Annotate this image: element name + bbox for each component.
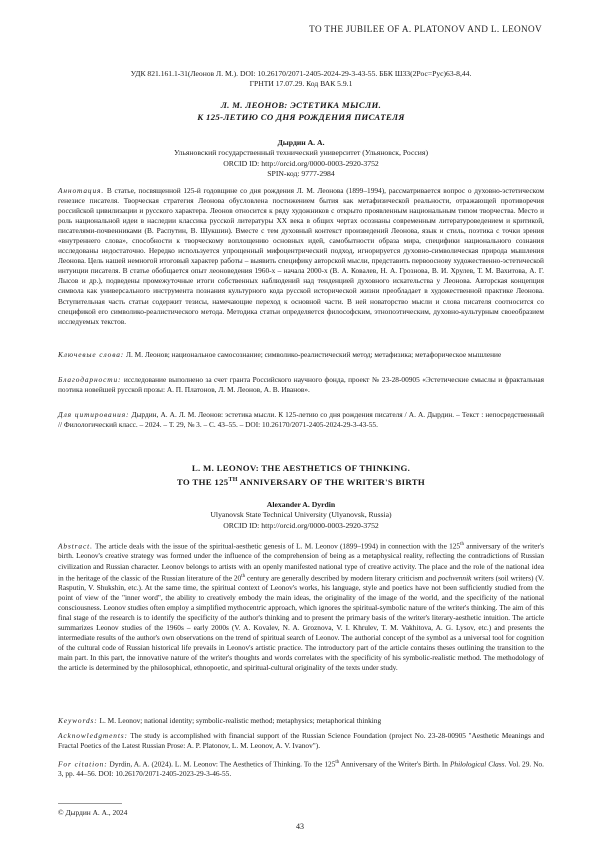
udc-line-1: УДК 821.161.1-31(Леонов Л. М.). DOI: 10.26170/2071-2405-2024-29-3-43-55. ББК Ш33(2Рос=Рус)63-8,44. [130, 69, 472, 78]
abstract-en-text-d: writers (soil writers) (V. Rasputin, V. Shukshin, etc.). At the same time, the spiritual context of Leonov's works, his language, style and poetics have not been sufficiently studied from the point of view of the "inner word", the ability to creatively embody the main ideas, the originality of the image of the world, and the specificity of the national consciousness. Leonov studies often employ a simplified mythocentric approach, which ignores the spiritual-symbolic nature of the writer's thinking. The aim of this final stage of the research is to identify the specificity of the author's thinking and to present the primary basis of the writer's literary-aesthetic intuition. The article summarizes Leonov studies of the 1960s – early 2000s (V. A. Kovalev, N. A. Groznova, V. I. Khrulev, T. M. Vakhitova, A. G. Lysov, etc.) and presents the intermediate results of the author's own observations on the trend of spiritual search of Leonov. The authorial concept of the symbol as a universal tool for cognition of the cultural code of Russian historical life prevails in Leonov's artistic practice. The introductory part of the article contains theses outlining the transition to the main part. In this part, the innovative nature of the writer's thoughts and words correlates with the specificity of his symbolic-realistic method. The methodology of the article is determined by the philosophical, ethnopoetic, and spiritual-cultural originality of the texts under study. [58, 573, 544, 673]
author-orcid-ru: ORCID ID: http://orcid.org/0000-0003-2920-3752 [223, 158, 379, 168]
abstract-en-text-a: The article deals with the issue of the spiritual-aesthetic genesis of L. M. Leonov (1899–1994) in connection with the 125 [94, 541, 461, 551]
keywords-ru-text: Л. М. Леонов; национальное самосознание; символико-реалистический метод; метафизика; метафорическое мышление [126, 350, 502, 359]
author-affiliation-en: Ulyanovsk State Technical University (Ulyanovsk, Russia) [210, 510, 392, 520]
ack-en-label: Acknowledgments: [58, 731, 128, 740]
abstract-en [58, 540, 544, 673]
citation-en [58, 758, 544, 780]
udc-classification [58, 69, 544, 90]
keywords-en-text: L. M. Leonov; national identity; symbolic-realistic method; metaphysics; metaphorical thinking [99, 716, 382, 725]
citation-en-sup: th [335, 760, 340, 765]
running-head: TO THE JUBILEE OF A. PLATONOV AND L. LEONOV [309, 24, 542, 34]
keywords-en [58, 716, 544, 726]
title-ru-line-1: Л. М. ЛЕОНОВ: ЭСТЕТИКА МЫСЛИ. [220, 100, 382, 110]
abstract-en-sup-b: th [241, 573, 246, 579]
title-ru-line-2: К 125-ЛЕТИЮ СО ДНЯ РОЖДЕНИЯ ПИСАТЕЛЯ [197, 111, 405, 122]
citation-ru-text: Дырдин, А. А. Л. М. Леонов: эстетика мысли. К 125-летию со дня рождения писателя / А. А. Дырдин. – Текст : непосредственный // Филологический класс. – 2024. – Т. 29, № 3. – С. 43–55. – DOI: 10.26170/2071-2405-2024-29-3-43-55. [58, 410, 545, 430]
title-en-line-2: TO THE 125TH ANNIVERSARY OF THE WRITER'S BIRTH [176, 476, 426, 487]
keywords-ru [58, 350, 544, 360]
abstract-en-italic: pochvennik [437, 573, 472, 583]
author-name-en: Alexander A. Dyrdin [266, 500, 336, 509]
ack-ru-label: Благодарности: [58, 375, 122, 384]
citation-en-journal: Philological Class [449, 759, 505, 769]
citation-en-text-c: . Vol. 29. No. 3, pp. 44–56. DOI: 10.26170/2071-2405-2023-29-3-46-55. [58, 759, 545, 779]
abstract-en-text-b: anniversary of the writer's birth. Leonov's creative strategy was formed under the influence of the comprehension of being as a metaphysical reality, reflecting the contradictions of Russian civilization and Russian character. Leonov belongs to artists with an openly manifested national type of creative activity. The place and the role of the national idea in the heritage of the classic of the Russian literature of the 20 [58, 541, 544, 583]
author-block-ru [58, 138, 544, 180]
page-number: 43 [296, 822, 304, 831]
citation-en-text-a: Dyrdin, A. A. (2024). L. M. Leonov: The Aesthetics of Thinking. To the 125 [109, 759, 336, 769]
keywords-ru-label: Ключевые слова: [58, 350, 125, 359]
abstract-en-label: Abstract. [58, 541, 93, 551]
title-en-line-1: L. M. LEONOV: THE AESTHETICS OF THINKING. [191, 463, 411, 473]
abstract-ru-text: В статье, посвященной 125-й годовщине со дня рождения Л. М. Леонова (1899–1994), рассматривается вопрос о духовно-эстетическом генезисе писателя. Творческая стратегия Леонова обусловлена постижением бытия как метафизической реальности, отражающей противоречия российской цивилизации и русского характера. Леонов относится к ряду художников с открыто проявленным национальным типом творчества. Место и роль национальной идеи в наследии классика русской литературы XX века в общих чертах осознаны современным литературоведением и критикой, писателями-почвенниками (В. Распутин, В. Шукшин). Вместе с тем духовный контекст произведений Леонова, язык и стиль, поэтика с точки зрения «внутреннего слова», способности к творческому воплощению основных идей, самобытности образа мира, специфики национального сознания исследованы недостаточно. Нередко используется упрощенный мифоцентрический подход, игнорируется духовно-символическая природа мышления Леонова. Цель нашей немногой итоговый характер работы – выявить специфику авторской мысли, представить первооснову художественно-эстетической интуиции писателя. В статье обобщается опыт леоноведения 1960-х – начала 2000-х (В. А. Ковалев, Н. А. Грознова, В. И. Хрулев, Т. М. Вахитова, А. Г. Лысов и др.), подведены промежуточные итоги собственных наблюдений над тенденцией духовного искательства у Леонова. Авторская концепция символа как универсального инструмента познания культурного кода русской исторической жизни преобладает в художественной практике Леонова. Вступительная часть статьи содержит тезисы, намечающие переход к основной части. В ней новаторство мысли и слова писателя соотносится со спецификой его символико-реалистического метода. Методика статьи определяется философским, этнопоэтическим, духовно-культурным своеобразием исследуемых текстов. [58, 186, 544, 326]
article-title-ru [58, 100, 544, 124]
abstract-en-text-c: century are generally described by modern literary criticism and [245, 573, 438, 583]
abstract-ru-label: Аннотация. [58, 186, 105, 195]
author-block-en [58, 500, 544, 531]
abstract-ru [58, 186, 544, 327]
ack-en-text: The study is accomplished with financial support of the Russian Science Foundation (project No. 23-28-00905 "Aesthetic Meanings and Fractal Poetics of the Latest Russian Prose: A. P. Platonov, L. M. Leonov, A. V. Ivanov"). [58, 731, 544, 751]
acknowledgments-ru [58, 375, 544, 395]
citation-ru [58, 410, 544, 430]
acknowledgments-en [58, 731, 544, 751]
author-spin-ru: SPIN-код: 9777-2984 [267, 169, 335, 179]
udc-line-2: ГРНТИ 17.07.29. Код ВАК 5.9.1 [249, 79, 353, 89]
author-orcid-en: ORCID ID: http://orcid.org/0000-0003-2920-3752 [223, 520, 379, 530]
author-name-ru: Дырдин А. А. [277, 138, 325, 147]
author-affiliation-ru: Ульяновский государственный технический университет (Ульяновск, Россия) [173, 148, 429, 158]
abstract-en-sup-a: th [460, 542, 464, 547]
copyright-notice: © Дырдин А. А., 2024 [58, 808, 128, 817]
citation-en-label: For citation: [58, 759, 108, 769]
citation-ru-label: Для цитирования: [58, 410, 130, 419]
citation-en-text-b: Anniversary of the Writer's Birth. In [339, 759, 450, 769]
article-title-en [58, 463, 544, 489]
ack-ru-text: исследование выполнено за счет гранта Российского научного фонда, проект № 23-28-00905 «Эстетические смыслы и фрактальная поэтика новейшей русской прозы: А. П. Платонов, Л. М. Леонов, А. В. Иванов». [58, 375, 544, 395]
footnote-divider [58, 803, 122, 804]
keywords-en-label: Keywords: [58, 716, 98, 725]
